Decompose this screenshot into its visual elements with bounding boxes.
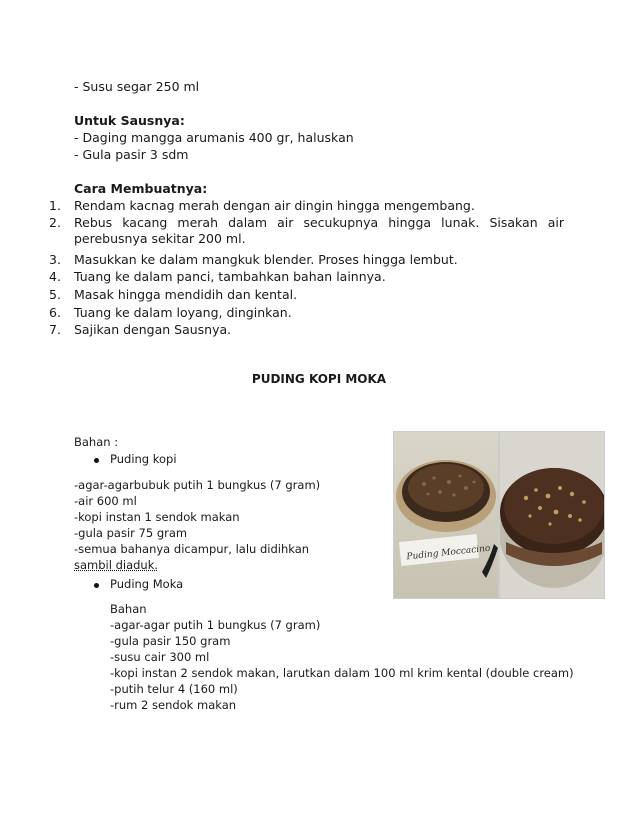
sauce-item-1: - Daging mangga arumanis 400 gr, haluskan bbox=[74, 130, 354, 145]
bullet-dot-icon bbox=[94, 458, 99, 463]
step-text: Tuang ke dalam loyang, dinginkan. bbox=[74, 305, 292, 320]
step-number: 6. bbox=[49, 305, 61, 320]
photo-label-text: Puding Moccacino bbox=[406, 543, 491, 563]
step-number: 7. bbox=[49, 322, 61, 337]
sauce-item-2: - Gula pasir 3 sdm bbox=[74, 147, 189, 162]
step-text: Masak hingga mendidih dan kental. bbox=[74, 287, 298, 302]
step-number: 2. bbox=[49, 215, 61, 230]
list-item: -gula pasir 75 gram bbox=[74, 526, 188, 540]
step-number: 3. bbox=[49, 252, 61, 267]
list-item: -susu cair 300 ml bbox=[110, 650, 210, 664]
bullet-dot-icon bbox=[94, 583, 99, 588]
list-item: -putih telur 4 (160 ml) bbox=[110, 682, 238, 696]
step-text: Tuang ke dalam panci, tambahkan bahan lainnya. bbox=[74, 269, 386, 284]
list-item: -air 600 ml bbox=[74, 494, 137, 508]
list-item: -gula pasir 150 gram bbox=[110, 634, 231, 648]
list-item: -rum 2 sendok makan bbox=[110, 698, 237, 712]
list-item: -kopi instan 1 sendok makan bbox=[74, 510, 240, 524]
list-item: sambil diaduk. bbox=[74, 558, 159, 572]
step-text: Sajikan dengan Sausnya. bbox=[74, 322, 232, 337]
step-number: 4. bbox=[49, 269, 61, 284]
list-item: Bahan bbox=[110, 602, 147, 616]
recipe-title: PUDING KOPI MOKA bbox=[251, 372, 387, 386]
list-item: -agar-agar putih 1 bungkus (7 gram) bbox=[110, 618, 321, 632]
step-text: Rendam kacnag merah dengan air dingin hingga mengembang. bbox=[74, 198, 475, 213]
sauce-heading: Untuk Sausnya: bbox=[74, 113, 185, 128]
milk-line: - Susu segar 250 ml bbox=[74, 79, 200, 94]
list-item: -semua bahanya dicampur, lalu didihkan bbox=[74, 542, 310, 556]
list-item: -agar-agarbubuk putih 1 bungkus (7 gram) bbox=[74, 478, 321, 492]
step-text: Masukkan ke dalam mangkuk blender. Proses hingga lembut. bbox=[74, 252, 458, 267]
step-text: Rebus kacang merah dalam air secukupnya hingga lunak. Sisakan air perebusnya sekitar 200 ml. bbox=[74, 215, 564, 246]
bahan-label: Bahan : bbox=[74, 435, 119, 449]
pudding-photo-right bbox=[499, 431, 605, 599]
step-number: 5. bbox=[49, 287, 61, 302]
list-item: -kopi instan 2 sendok makan, larutkan dalam 100 ml krim kental (double cream) bbox=[110, 666, 574, 680]
step-number: 1. bbox=[49, 198, 61, 213]
pudding-photo-left bbox=[393, 431, 499, 599]
puding-kopi-heading: Puding kopi bbox=[110, 452, 177, 466]
puding-moka-heading: Puding Moka bbox=[110, 577, 184, 591]
method-heading: Cara Membuatnya: bbox=[74, 181, 208, 196]
